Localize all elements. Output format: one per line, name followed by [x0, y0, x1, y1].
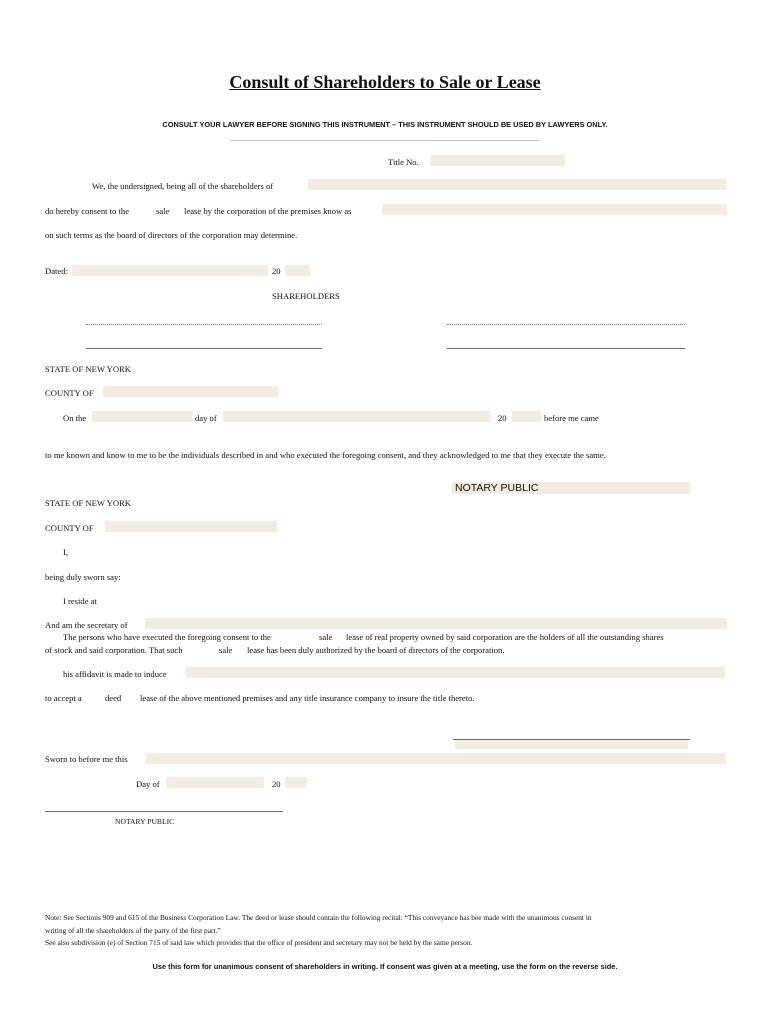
premises-field[interactable]	[382, 204, 727, 215]
aff-accept-deed[interactable]: deed	[105, 693, 122, 703]
ack-county-label: COUNTY OF	[45, 388, 94, 398]
sworn-before-label: Sworn to before me this	[45, 754, 128, 764]
shareholder-signature-line-1[interactable]	[86, 324, 322, 325]
notary-signature-line[interactable]	[45, 811, 283, 812]
aff-county-label: COUNTY OF	[45, 523, 94, 533]
shareholder-signature-line-4[interactable]	[447, 348, 685, 349]
aff-induce-field[interactable]	[186, 667, 725, 678]
ack-on-the: On the	[63, 413, 87, 423]
ack-state: STATE OF NEW YORK	[45, 364, 131, 374]
ack-statement: to me known and know to me to be the individuals described in and who executed the foregoing consent, and they acknowledged to me that they execute the same.	[45, 450, 606, 460]
aff-county-field[interactable]	[105, 521, 277, 532]
sworn-before-field[interactable]	[146, 753, 726, 764]
consent-text-a: do hereby consent to the	[45, 206, 130, 216]
aff-secretary-label: And am the secretary of	[45, 620, 128, 630]
note-line-2: writing of all the shareholders of the party of the first part.”	[45, 926, 221, 935]
shareholders-of-text: We, the undersigned, being all of the shareholders of	[92, 181, 274, 191]
ack-year-prefix: 20	[498, 413, 507, 423]
aff-accept-a: to accept a	[45, 693, 82, 703]
ack-notary-public[interactable]: NOTARY PUBLIC	[452, 482, 690, 494]
title-no-field[interactable]	[430, 155, 565, 166]
ack-day-field[interactable]	[92, 411, 192, 422]
note-line-1: Note: See Sections 909 and 615 of the Business Corporation Law. The deed or lease should contain the following recital: “This conveyance has bee made with the unanimous consent in	[45, 913, 592, 922]
aff-i-label: I,	[63, 547, 69, 557]
consult-notice: CONSULT YOUR LAWYER BEFORE SIGNING THIS INSTRUMENT – THIS INSTRUMENT SHOULD BE USED BY LAWYERS ONLY.	[162, 120, 608, 129]
dated-year-field[interactable]	[285, 265, 310, 276]
sworn-day-field[interactable]	[166, 777, 264, 788]
aff-state: STATE OF NEW YORK	[45, 498, 131, 508]
aff-secretary-field[interactable]	[145, 618, 727, 629]
affiant-signature-field[interactable]	[455, 740, 688, 749]
bottom-notice: Use this form for unanimous consent of shareholders in writing. If consent was given at a meeting, use the form on the reverse side.	[152, 962, 618, 971]
ack-county-field[interactable]	[103, 386, 278, 397]
aff-persons-a: The persons who have executed the foregoing consent to the	[63, 632, 271, 642]
aff-stock-a: of stock and said corporation. That such	[45, 645, 183, 655]
note-line-3: See also subdivision (e) of Section 715 of said law which provides that the office of president and secretary may not be held by the same person.	[45, 938, 473, 947]
aff-stock-b: lease has been duly authorized by the board of directors of the corporation.	[247, 645, 505, 655]
aff-stock-sale[interactable]: sale	[219, 645, 233, 655]
aff-accept-b: lease of the above mentioned premises and any title insurance company to insure the title thereto.	[140, 693, 475, 703]
aff-persons-b: lease of real property owned by said corporation are the holders of all the outstanding shares	[346, 632, 664, 642]
aff-persons-sale[interactable]: sale	[319, 632, 333, 642]
corporation-name-field[interactable]	[308, 179, 726, 190]
dated-label: Dated:	[45, 266, 68, 276]
aff-reside-label: I reside at	[63, 596, 97, 606]
sworn-year-prefix: 20	[272, 779, 281, 789]
header-divider	[230, 140, 540, 141]
shareholder-signature-line-2[interactable]	[447, 324, 685, 325]
shareholder-signature-line-3[interactable]	[86, 348, 322, 349]
dated-year-prefix: 20	[272, 266, 281, 276]
ack-month-field[interactable]	[223, 411, 491, 422]
dated-field[interactable]	[72, 265, 268, 276]
title-no-label: Title No.	[388, 157, 419, 167]
consent-sale-option[interactable]: sale	[156, 206, 170, 216]
aff-induce-label: his affidavit is made to induce	[63, 669, 167, 679]
sworn-year-field[interactable]	[285, 777, 307, 788]
consent-text-b: lease by the corporation of the premises know as	[184, 206, 352, 216]
aff-sworn-say: being duly sworn say:	[45, 572, 121, 582]
aff-notary-public: NOTARY PUBLIC	[115, 817, 175, 826]
sworn-day-of: Day of	[136, 779, 160, 789]
ack-before-me: before me came	[544, 413, 599, 423]
ack-year-field[interactable]	[512, 411, 541, 422]
shareholders-heading: SHAREHOLDERS	[272, 291, 340, 301]
terms-text: on such terms as the board of directors of the corporation may determine.	[45, 230, 298, 240]
document-title: Consult of Shareholders to Sale or Lease	[229, 72, 541, 92]
ack-day-of: day of	[195, 413, 217, 423]
